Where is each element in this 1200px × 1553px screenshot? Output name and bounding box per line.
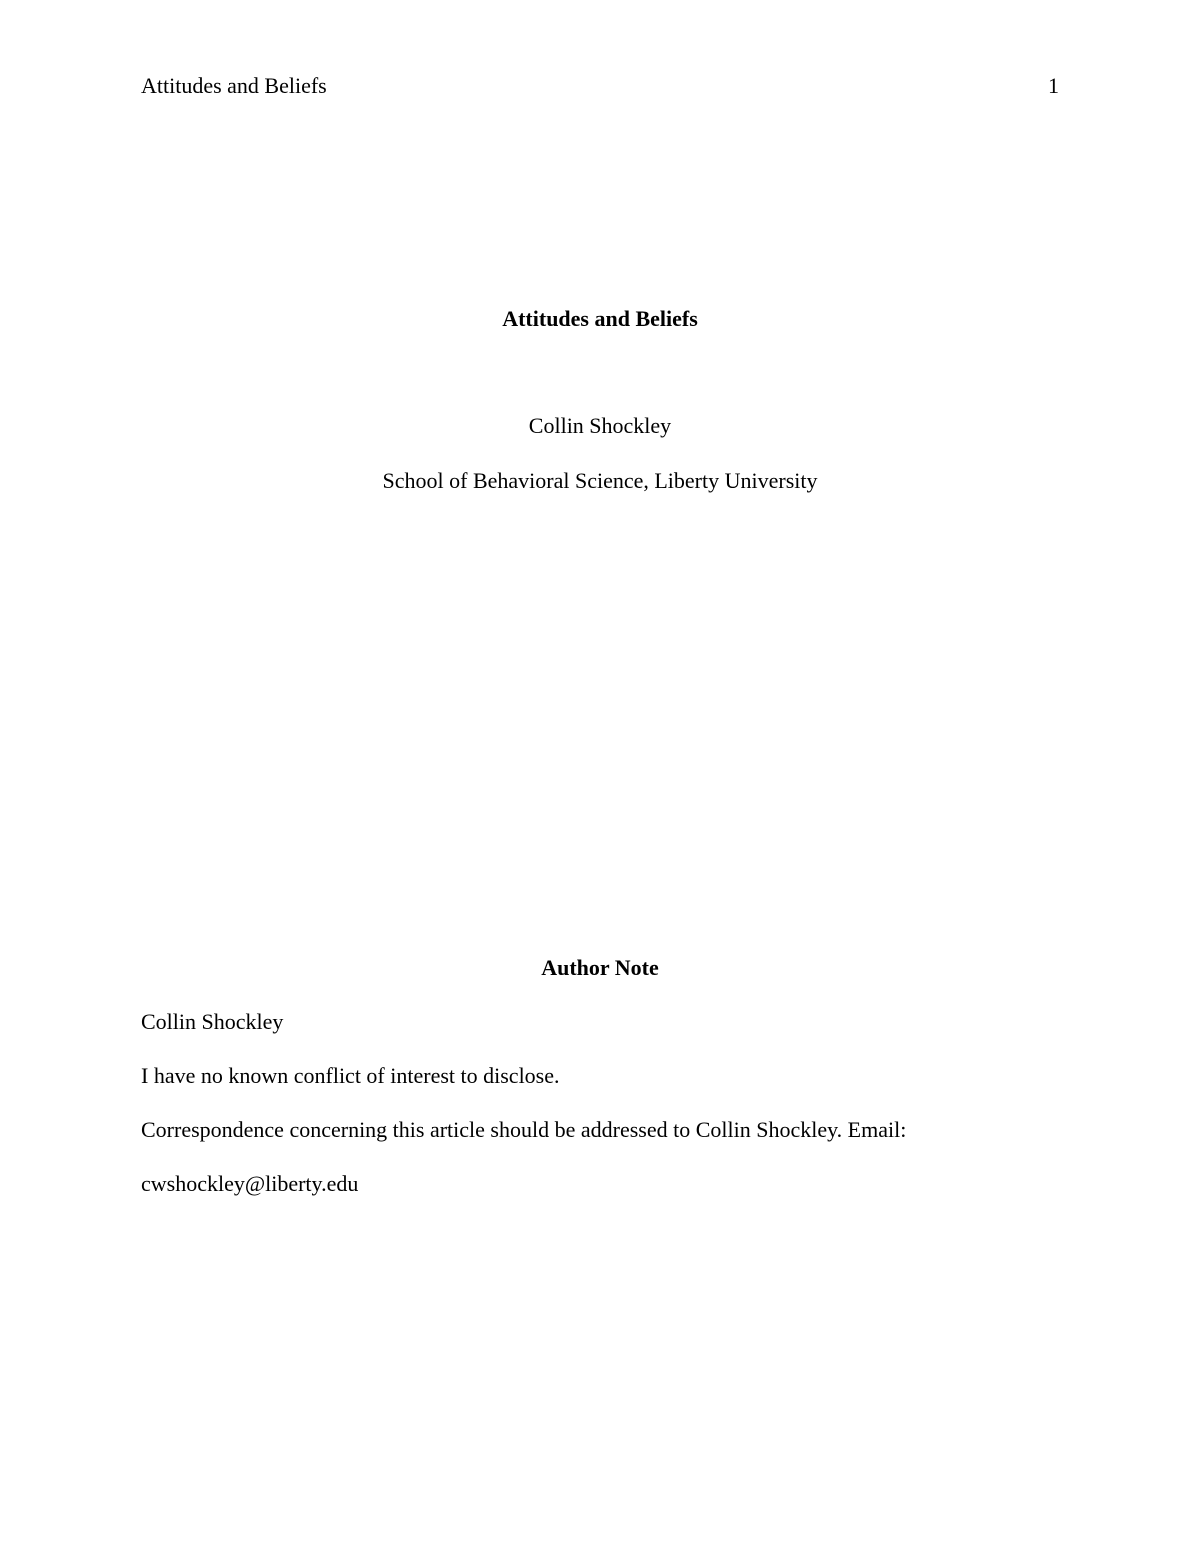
- author-note-name: Collin Shockley: [141, 1009, 284, 1034]
- page-number: 1: [1048, 73, 1059, 98]
- author-affiliation: School of Behavioral Science, Liberty University: [382, 468, 818, 493]
- correspondence-statement: Correspondence concerning this article should be addressed to Collin Shockley. Email:: [141, 1117, 907, 1142]
- correspondence-email: cwshockley@liberty.edu: [141, 1171, 359, 1196]
- running-head: Attitudes and Beliefs: [141, 73, 327, 98]
- author-note-heading: Author Note: [541, 955, 659, 980]
- paper-title: Attitudes and Beliefs: [502, 306, 698, 331]
- author-name: Collin Shockley: [528, 413, 672, 438]
- conflict-of-interest-statement: I have no known conflict of interest to disclose.: [141, 1063, 560, 1088]
